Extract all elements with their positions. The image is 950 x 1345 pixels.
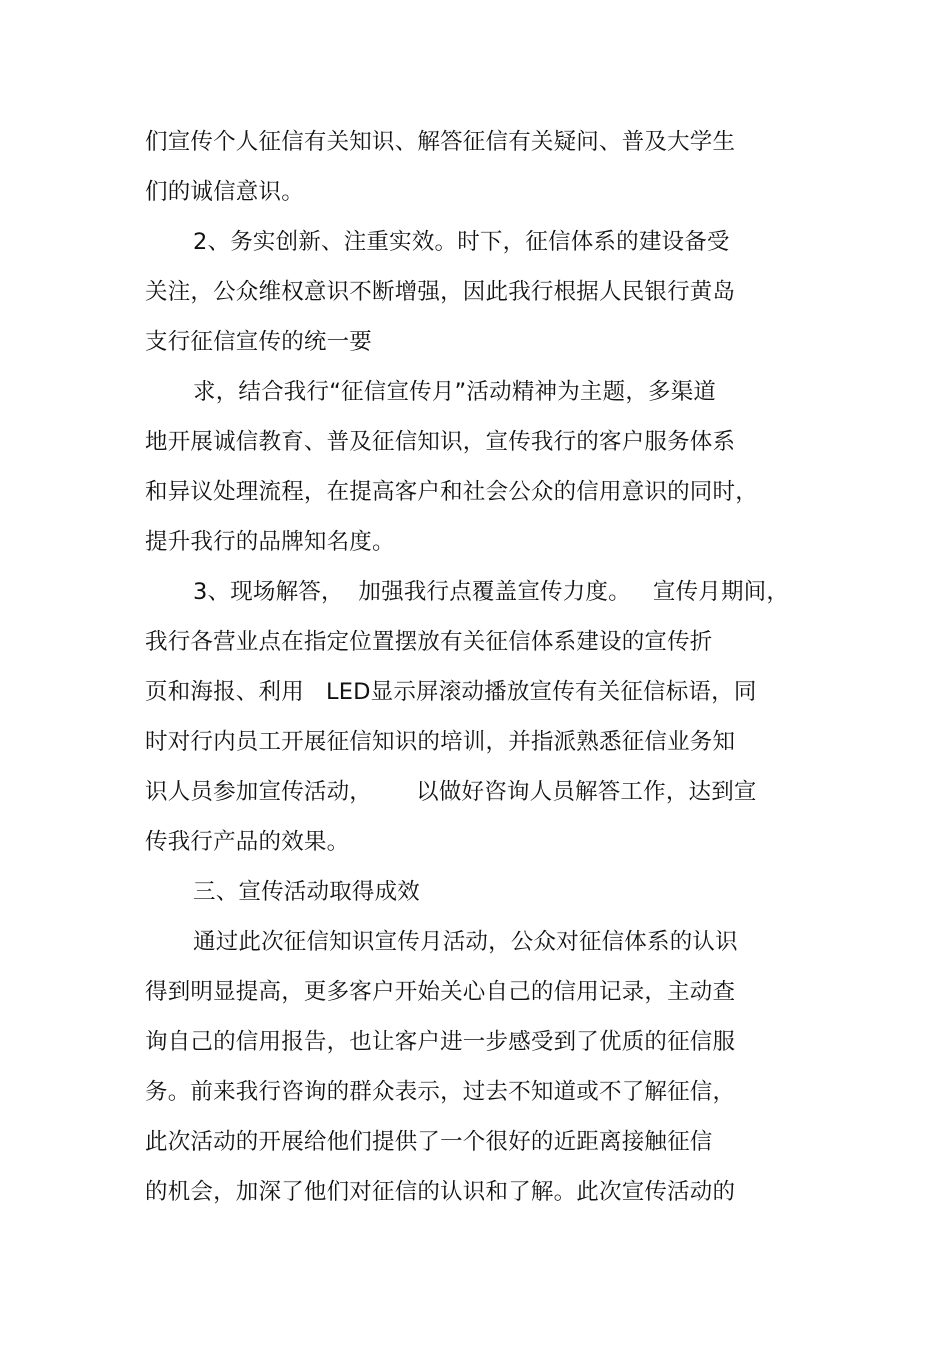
- text-line: 的机会，加深了他们对征信的认识和了解。此次宣传活动的: [145, 1179, 736, 1205]
- text-line: 得到明显提高，更多客户开始关心自己的信用记录，主动查: [145, 979, 736, 1005]
- text-line: 们的诚信意识。: [145, 179, 304, 205]
- text-line: 传我行产品的效果。: [145, 829, 350, 855]
- text-line: 地开展诚信教育、普及征信知识，宣传我行的客户服务体系: [145, 429, 736, 455]
- text-line: 识人员参加宣传活动， 以做好咨询人员解答工作，达到宣: [145, 779, 757, 805]
- text-line: 支行征信宣传的统一要: [145, 329, 373, 355]
- text-line: 此次活动的开展给他们提供了一个很好的近距离接触征信: [145, 1129, 713, 1155]
- text-line: 务。前来我行咨询的群众表示，过去不知道或不了解征信，: [145, 1079, 736, 1105]
- text-line: 我行各营业点在指定位置摆放有关征信体系建设的宣传折: [145, 629, 713, 655]
- section-heading: 三、宣传活动取得成效: [193, 879, 421, 905]
- text-line: 询自己的信用报告，也让客户进一步感受到了优质的征信服: [145, 1029, 736, 1055]
- text-line: 们宣传个人征信有关知识、解答征信有关疑问、普及大学生: [145, 129, 736, 155]
- text-line: 和异议处理流程，在提高客户和社会公众的信用意识的同时，: [145, 479, 758, 505]
- text-line: 页和海报、利用 LED显示屏滚动播放宣传有关征信标语，同: [145, 679, 757, 705]
- text-line: 3、现场解答， 加强我行点覆盖宣传力度。 宣传月期间，: [193, 579, 790, 605]
- text-line: 提升我行的品牌知名度。: [145, 529, 395, 555]
- text-line: 时对行内员工开展征信知识的培训，并指派熟悉征信业务知: [145, 729, 736, 755]
- text-line: 通过此次征信知识宣传月活动，公众对征信体系的认识: [193, 929, 738, 955]
- text-line: 求，结合我行“征信宣传月”活动精神为主题，多渠道: [193, 379, 717, 405]
- text-line: 关注，公众维权意识不断增强，因此我行根据人民银行黄岛: [145, 279, 736, 305]
- text-line: 2、务实创新、注重实效。时下，征信体系的建设备受: [193, 229, 730, 255]
